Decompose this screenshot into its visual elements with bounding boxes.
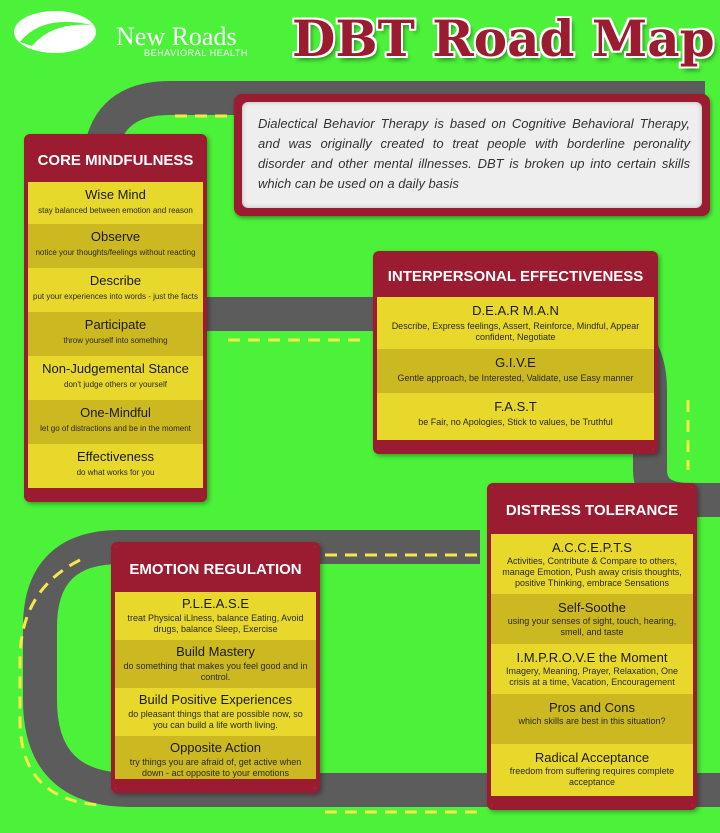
skill-title: F.A.S.T [494,399,537,414]
skill-title: Participate [84,317,147,332]
skill-desc: do what works for you [76,468,155,477]
skill-item [115,736,316,783]
skill-item [491,534,693,594]
skill-item [491,644,693,694]
intro-panel [242,102,702,208]
skill-title: Opposite Action [169,740,262,755]
skill-title: D.E.A.R M.A.N [472,303,559,318]
skill-item [28,182,203,224]
skill-title: Radical Acceptance [534,750,650,765]
skill-item [28,356,203,400]
skill-item [491,694,693,744]
skill-item [115,688,316,736]
skill-desc: which skills are best in this situation? [518,716,666,726]
card-heading: EMOTION REGULATION [115,546,316,592]
skill-title: I.M.P.R.O.V.E the Moment [516,650,668,665]
skill-title: Effectiveness [76,449,155,464]
skill-desc: try things you are afraid of, get active when down - act opposite to your emotions [129,757,302,778]
core-mindfulness-card [24,134,207,502]
skill-desc: using your senses of sight, touch, hearing, smell, and taste [507,616,677,637]
skill-desc: Imagery, Meaning, Prayer, Relaxation, One crisis at a time, Vacation, Encouragement [506,666,678,687]
page-title: DBT Road Map [292,9,715,68]
brand-name: New Roads [116,22,237,51]
skill-desc: do something that makes you feel good and in control. [123,661,308,682]
skill-title: Describe [89,273,142,288]
skill-desc: throw yourself into something [63,336,168,345]
skill-title: One-Mindful [80,405,151,420]
skill-item [491,594,693,644]
skill-title: Build Positive Experiences [138,692,293,707]
skill-title: Build Mastery [176,644,255,659]
skill-item [28,400,203,444]
card-heading: CORE MINDFULNESS [28,138,203,182]
skill-desc: stay balanced between emotion and reason [38,206,193,215]
skill-item [28,224,203,268]
intro-box [234,94,710,216]
skill-item [115,640,316,688]
skill-desc: don't judge others or yourself [64,380,167,389]
skill-item [28,444,203,488]
skill-desc: freedom from suffering requires complete acceptance [509,766,675,787]
skill-title: A.C.C.E.P.T.S [552,540,632,555]
skill-desc: treat Physical iLlness, balance Eating, Avoid drugs, balance Sleep, Exercise [127,613,304,634]
brand-subtitle: BEHAVIORAL HEALTH [144,48,249,58]
skill-item [491,744,693,796]
skill-desc: be Fair, no Apologies, Stick to values, be Truthful [418,417,613,427]
skill-title: Non-Judgemental Stance [42,361,189,376]
road-swoosh-icon [12,8,102,58]
skill-desc: Describe, Express feelings, Assert, Reinforce, Mindful, Appear confident, Negotiate [391,321,640,342]
skill-desc: put your experiences into words - just the facts [33,292,198,301]
skill-title: Self-Soothe [558,600,626,615]
skill-title: P.L.E.A.S.E [182,596,249,611]
skill-desc: do pleasant things that are possible now, so you can build a life worth living. [128,709,303,730]
distress-tolerance-card [487,483,697,810]
skill-title: G.I.V.E [495,355,536,370]
skill-item [115,592,316,640]
skill-item [377,349,654,393]
skill-title: Pros and Cons [549,700,635,715]
emotion-regulation-card [111,542,320,793]
skill-item [377,297,654,349]
card-footer [377,440,654,450]
skill-desc: let go of distractions and be in the moment [40,424,191,433]
skill-item [28,268,203,312]
intro-text: Dialectical Behavior Therapy is based on Cognitive Behavioral Therapy, and was originally created to treat people with borderline peronality disorder and other mental illnesses. DBT is broken up into certain skills which can be used on a daily basis [258,116,690,191]
skill-desc: Activities, Contribute & Compare to others, manage Emotion, Push away crisis thoughts, positive Thinking, embrace Sensations [502,556,682,588]
skill-title: Wise Mind [85,187,146,202]
interpersonal-effectiveness-card [373,251,658,454]
new-roads-logo [12,8,252,58]
card-footer [491,796,693,806]
skill-desc: Gentle approach, be Interested, Validate, use Easy manner [397,373,634,383]
skill-item [28,312,203,356]
skill-title: Observe [90,229,141,244]
card-footer [115,779,316,789]
skill-item [377,393,654,437]
card-footer [28,488,203,498]
card-heading: INTERPERSONAL EFFECTIVENESS [377,255,654,297]
card-heading: DISTRESS TOLERANCE [491,487,693,534]
skill-desc: notice your thoughts/feelings without reacting [35,248,196,257]
